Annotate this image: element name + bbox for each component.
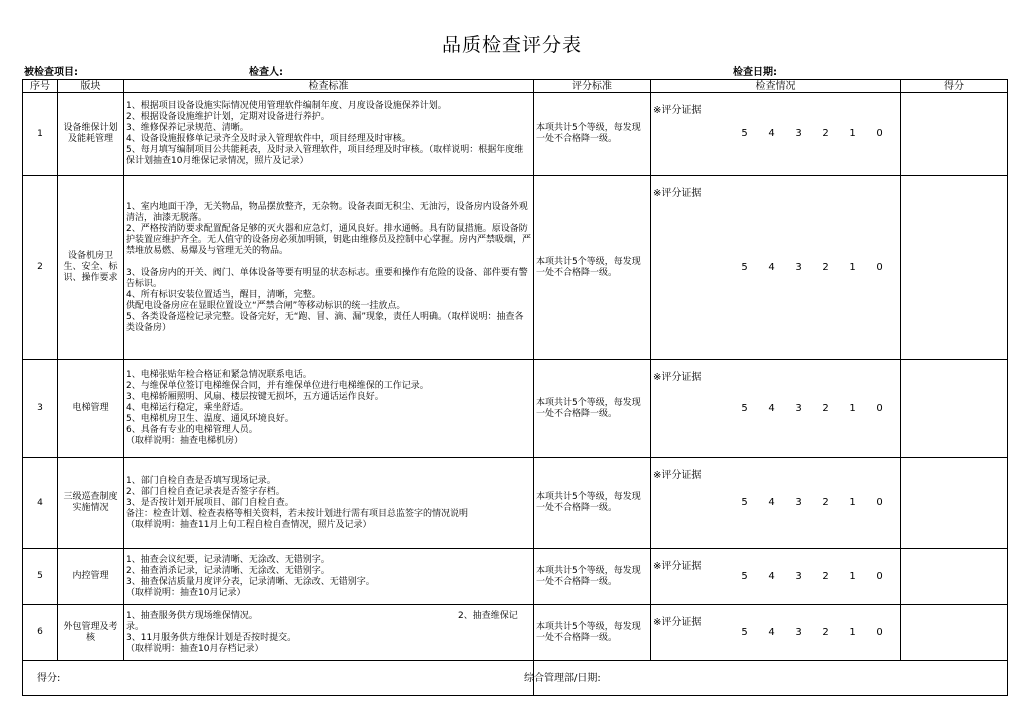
row-check [651, 360, 901, 458]
score-levels: 5 4 3 2 1 0 [741, 626, 883, 638]
row-score-cell[interactable] [901, 458, 1008, 549]
table-footer-row [23, 661, 1008, 696]
row-criteria: 本项共计5个等级，每发现一处不合格降一级。 [534, 360, 651, 458]
col-header-block: 版块 [58, 80, 124, 93]
footer-score-label: 得分: [37, 672, 61, 684]
inspection-table [22, 79, 1008, 696]
score-levels: 5 4 3 2 1 0 [741, 402, 883, 414]
evidence-label: ※评分证据 [653, 561, 702, 572]
row-num: 6 [23, 605, 58, 661]
evidence-label: ※评分证据 [653, 470, 702, 481]
row-num: 5 [23, 549, 58, 605]
evidence-label: ※评分证据 [653, 617, 702, 628]
table-row [23, 360, 1008, 458]
date-label: 检查日期: [733, 67, 777, 78]
row-score-cell[interactable] [901, 360, 1008, 458]
col-header-standard: 检查标准 [124, 80, 534, 93]
row-num: 2 [23, 176, 58, 360]
table-row [23, 549, 1008, 605]
col-header-criteria: 评分标准 [534, 80, 651, 93]
table-row [23, 176, 1008, 360]
footer-score-cell [23, 661, 534, 696]
row-block: 设备维保计划及能耗管理 [58, 93, 124, 176]
evidence-label: ※评分证据 [653, 372, 702, 383]
score-levels: 5 4 3 2 1 0 [741, 570, 883, 582]
table-row [23, 93, 1008, 176]
row-score-cell[interactable] [901, 605, 1008, 661]
col-header-score: 得分 [901, 80, 1008, 93]
col-header-check: 检查情况 [651, 80, 901, 93]
row-check [651, 549, 901, 605]
row-score-cell[interactable] [901, 549, 1008, 605]
row-standard: 1、抽查服务供方现场维保情况。 2、抽查维保记录。 3、11月服务供方维保计划是否按时提交。 （取样说明：抽查10月存档记录） [124, 605, 534, 661]
row-check [651, 93, 901, 176]
row-block: 三级巡查制度实施情况 [58, 458, 124, 549]
evidence-label: ※评分证据 [653, 188, 702, 199]
row-check [651, 605, 901, 661]
row-criteria: 本项共计5个等级，每发现一处不合格降一级。 [534, 176, 651, 360]
evidence-label: ※评分证据 [653, 105, 702, 116]
footer-dept-label: 综合管理部/日期: [524, 672, 601, 684]
row-num: 3 [23, 360, 58, 458]
col-header-num: 序号 [23, 80, 58, 93]
row-standard: 1、抽查会议纪要，记录清晰、无涂改、无错别字。 2、抽查消杀记录，记录清晰、无涂改、无错别字。 3、抽查保洁质量月度评分表，记录清晰、无涂改、无错别字。 （取样说明：抽查10月记录） [124, 549, 534, 605]
score-levels: 5 4 3 2 1 0 [741, 261, 883, 273]
table-row [23, 458, 1008, 549]
project-label: 被检查项目: [24, 67, 78, 78]
row-num: 1 [23, 93, 58, 176]
row-block: 内控管理 [58, 549, 124, 605]
page-title: 品质检查评分表 [441, 34, 582, 56]
row-score-cell[interactable] [901, 93, 1008, 176]
row-criteria: 本项共计5个等级，每发现一处不合格降一级。 [534, 549, 651, 605]
row-score-cell[interactable] [901, 176, 1008, 360]
row-standard: 1、根据项目设备设施实际情况使用管理软件编制年度、月度设备设施保养计划。 2、根据设备设施维护计划，定期对设备进行养护。 3、维修保养记录规范、清晰。 4、设备设施报修单记录齐全及时录入管理软件中，项目经理及时审核。 5、每月填写编制项目公共能耗表，及时录入管理软件，项目经理及时审核。（取样说明：根据年度维保计划抽查10月维保记录情况，照片及记录） [124, 93, 534, 176]
score-levels: 5 4 3 2 1 0 [741, 497, 883, 508]
row-criteria: 本项共计5个等级，每发现一处不合格降一级。 [534, 93, 651, 176]
inspector-label: 检查人: [249, 67, 283, 78]
row-block: 设备机房卫生、安全、标识、操作要求 [58, 176, 124, 360]
row-block: 电梯管理 [58, 360, 124, 458]
score-levels: 5 4 3 2 1 0 [741, 128, 883, 139]
row-standard: 1、室内地面干净，无关物品，物品摆放整齐，无杂物。设备表面无积尘、无油污，设备房内设备外观清洁，油漆无脱落。 2、严格按消防要求配置配备足够的灭火器和应急灯，通风良好。排水通畅。具有防鼠措施。原设备防护装置应维护齐全。无人值守的设备房必须加明锁，钥匙由维修员及控制中心掌握。房内严禁吸烟，严禁堆放易燃、易爆及与管理无关的物品。 3、设备房内的开关、阀门、单体设备等要有明显的状态标志。重要和操作有危险的设备、部件要有警告标识。 4、所有标识安装位置适当，醒目，清晰，完整。 供配电设备房应在显眼位置设立“严禁合闸”等移动标识的统一挂放点。 5、各类设备巡检记录完整。设备完好，无“跑、冒、滴、漏”现象，责任人明确。（取样说明：抽查各类设备房） [124, 176, 534, 360]
row-check [651, 458, 901, 549]
row-criteria: 本项共计5个等级，每发现一处不合格降一级。 [534, 458, 651, 549]
footer-dept-cell [524, 661, 1008, 696]
table-header-row [23, 80, 1008, 93]
row-criteria: 本项共计5个等级，每发现一处不合格降一级。 [534, 605, 651, 661]
row-num: 4 [23, 458, 58, 549]
row-check [651, 176, 901, 360]
row-block: 外包管理及考核 [58, 605, 124, 661]
table-row [23, 605, 1008, 661]
row-standard: 1、电梯张贴年检合格证和紧急情况联系电话。 2、与维保单位签订电梯维保合同，并有维保单位进行电梯维保的工作记录。 3、电梯轿厢照明、风扇、楼层按键无损坏，五方通话运作良好。 4、电梯运行稳定，乘坐舒适。 5、电梯机房卫生、温度、通风环境良好。 6、具备有专业的电梯管理人员。 （取样说明：抽查电梯机房） [124, 360, 534, 458]
row-standard: 1、部门自检自查是否填写现场记录。 2、部门自检自查记录表是否签字存档。 3、是否按计划开展项目、部门自检自查。 备注：检查计划、检查表格等相关资料，若未按计划进行需有项目总监签字的情况说明 （取样说明：抽查11月上旬工程自检自查情况，照片及记录） [124, 458, 534, 549]
